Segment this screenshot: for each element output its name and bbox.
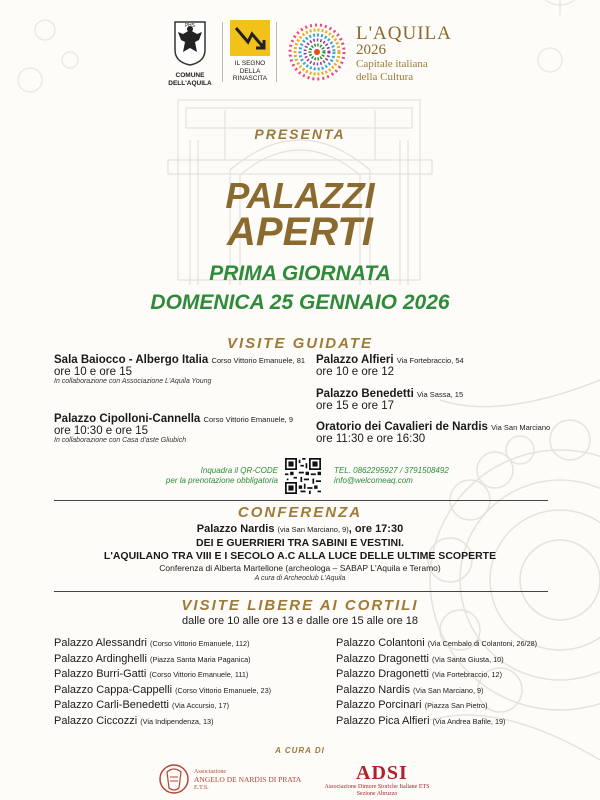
- conferenza-venue: Palazzo Nardis: [196, 523, 275, 535]
- assoc-line-1: Associazione: [194, 769, 226, 775]
- subtitle-prima-giornata: PRIMA GIORNATA: [209, 262, 391, 285]
- event-date: DOMENICA 25 GENNAIO 2026: [150, 291, 450, 314]
- capitale-rosette-icon: [282, 22, 352, 82]
- eagle-crest-icon: [173, 20, 207, 66]
- presenta-label: PRESENTA: [254, 126, 346, 142]
- venue-name: Palazzo Benedetti: [316, 388, 414, 400]
- list-item: Palazzo Ardinghelli (Piazza Santa Maria Paganica): [54, 652, 251, 665]
- conferenza-time: , ore 17:30: [348, 523, 404, 535]
- venue-time: ore 11:30 e ore 16:30: [316, 433, 426, 445]
- visite-libere-title: VISITE LIBERE AI CORTILI: [181, 597, 419, 614]
- capitale-subtitle-1: Capitale italiana: [356, 58, 428, 70]
- venue-address: Corso Vittorio Emanuele, 9: [203, 415, 294, 424]
- free-visits-left: [54, 636, 271, 729]
- svg-text:PHS: PHS: [185, 23, 195, 29]
- de-nardis-crest-icon: [158, 762, 190, 796]
- list-item: Palazzo Alessandri (Corso Vittorio Emanuele, 112): [54, 637, 250, 649]
- rinascita-logo: [226, 20, 274, 83]
- title-aperti: APERTI: [227, 210, 373, 254]
- list-item: Palazzo Ciccozzi (Via Indipendenza, 13): [54, 714, 214, 727]
- conferenza-title: CONFERENZA: [237, 504, 363, 521]
- header-divider: [276, 22, 277, 82]
- capitale-title: L'AQUILA: [356, 23, 452, 44]
- rinascita-mark-icon: [230, 20, 270, 56]
- conferenza-line-1: DEI E GUERRIERI TRA SABINI E VESTINI.: [196, 537, 404, 549]
- qr-instruction-2: per la prenotazione obbligatoria: [165, 476, 278, 485]
- venue-note: In collaborazione con Associazione L'Aquila Young: [54, 378, 212, 385]
- guided-visit-left-2: [54, 413, 314, 444]
- contact-email[interactable]: info@welcomeaq.com: [334, 476, 413, 485]
- guided-visit-right-1: [316, 354, 556, 378]
- assoc-line-3: E.T.S.: [194, 785, 209, 791]
- rinascita-caption-1: IL SEGNO: [234, 60, 266, 67]
- list-item: Palazzo Porcinari (Piazza San Pietro): [336, 699, 488, 711]
- comune-caption: COMUNE DELL'AQUILA: [168, 72, 212, 87]
- assoc-line-2: ANGELO DE NARDIS DI PRATA: [194, 775, 302, 784]
- de-nardis-logo: [194, 768, 301, 792]
- venue-address: Corso Vittorio Emanuele, 81: [211, 356, 306, 365]
- venue-time: ore 10 e ore 15: [54, 366, 133, 378]
- adsi-logo: ADSI: [356, 762, 408, 784]
- capitale-subtitle-2: della Cultura: [356, 71, 414, 83]
- list-item: Palazzo Cappa-Cappelli (Corso Vittorio Emanuele, 23): [54, 683, 272, 696]
- venue-address: Via San Marciano: [491, 423, 551, 432]
- adsi-caption: [312, 784, 442, 798]
- list-item: Palazzo Dragonetti (Via Fortebraccio, 12): [336, 668, 503, 680]
- venue-name: Palazzo Alfieri: [316, 354, 394, 366]
- capitale-year: 2026: [356, 42, 386, 58]
- contact-phone: TEL. 0862295927 / 3791508492: [334, 466, 449, 475]
- venue-name: Sala Baiocco - Albergo Italia: [54, 354, 209, 366]
- header-divider: [222, 22, 223, 82]
- guided-visit-left-1: [54, 354, 314, 385]
- list-item: Palazzo Colantoni (Via Cembalo di Colantoni, 26/28): [336, 637, 538, 649]
- divider: [54, 500, 548, 501]
- list-item: Palazzo Nardis (Via San Marciano, 9): [336, 683, 484, 696]
- list-item: Palazzo Dragonetti (Via Santa Giusta, 10): [336, 652, 504, 665]
- qr-instruction-1: Inquadra il QR-CODE: [200, 466, 278, 475]
- adsi-line-2: Sezione Abruzzo: [356, 791, 398, 797]
- visite-guidate-title: VISITE GUIDATE: [226, 335, 374, 352]
- divider: [54, 591, 548, 592]
- conferenza-address: (via San Marciano, 9): [277, 525, 349, 534]
- venue-time: ore 10 e ore 12: [316, 366, 395, 378]
- venue-note: In collaborazione con Casa d'aste Gliubich: [54, 437, 187, 444]
- conferenza-curator: A cura di Archeoclub L'Aquila: [254, 575, 346, 582]
- a-cura-label: A CURA DI: [275, 746, 325, 755]
- conferenza-place: [0, 523, 600, 535]
- adsi-line-1: Associazione Dimore Storiche Italiane ETS: [324, 784, 430, 790]
- guided-visit-right-2: [316, 388, 556, 412]
- list-item: Palazzo Pica Alfieri (Via Andrea Bafile, 19): [336, 714, 506, 727]
- venue-address: Via Fortebraccio, 54: [396, 356, 464, 365]
- title-palazzi: PALAZZI: [225, 175, 375, 216]
- venue-name: Palazzo Cipolloni-Cannella: [54, 413, 201, 425]
- conferenza-speaker: Conferenza di Alberta Martellone (archeologa – SABAP L'Aquila e Teramo): [159, 563, 441, 573]
- conferenza-line-2: L'AQUILANO TRA VIII E I SECOLO A.C ALLA LUCE DELLE ULTIME SCOPERTE: [103, 550, 497, 562]
- free-visits-right: [336, 636, 537, 729]
- rinascita-caption-2: DELLA: [239, 67, 261, 75]
- venue-address: Via Sassa, 15: [416, 390, 464, 399]
- venue-name: Oratorio dei Cavalieri de Nardis: [316, 421, 488, 433]
- list-item: Palazzo Carli-Benedetti (Via Accursio, 17): [54, 699, 230, 711]
- venue-time: ore 10:30 e ore 15: [54, 425, 148, 437]
- rinascita-caption-3: RINASCITA: [232, 75, 268, 82]
- qr-code[interactable]: [285, 458, 321, 494]
- visite-libere-hours: dalle ore 10 alle ore 13 e dalle ore 15 alle ore 18: [181, 615, 419, 627]
- list-item: Palazzo Burri-Gatti (Corso Vittorio Emanuele, 111): [54, 668, 249, 680]
- guided-visit-right-3: [316, 421, 566, 445]
- venue-time: ore 15 e ore 17: [316, 400, 395, 412]
- comune-logo: [160, 20, 220, 87]
